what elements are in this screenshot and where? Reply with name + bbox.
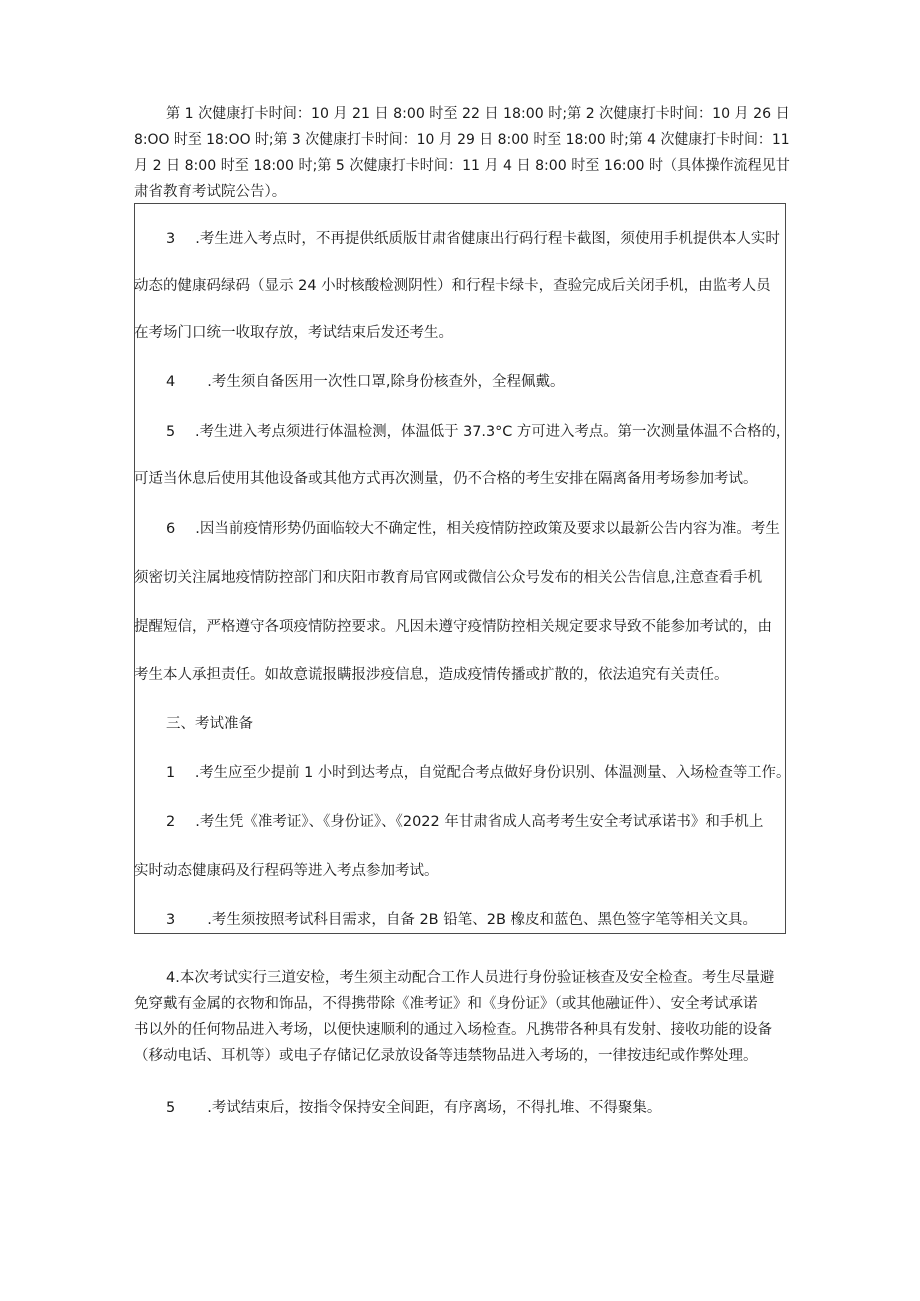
item-number: 1 — [166, 765, 176, 781]
item-text: .考生应至少提前 1 小时到达考点，自觉配合考点做好身份识别、体温测量、入场检查等工作。 — [194, 765, 791, 781]
box-prep-1-line-1 — [166, 762, 790, 784]
box-item-6-line-1 — [166, 518, 780, 540]
item-number: 5 — [166, 1100, 176, 1116]
intro-line-2: 8:OO 时至 18:OO 时;第 3 次健康打卡时间：10 月 29 日 8:00 时至 18:00 时;第 4 次健康打卡时间：11 — [134, 132, 790, 148]
intro-line-3: 月 2 日 8:00 时至 18:00 时;第 5 次健康打卡时间：11 月 4 日 8:00 时至 16:00 时（具体操作流程见甘 — [134, 158, 790, 174]
section-heading-exam-prep: 三、考试准备 — [166, 716, 253, 732]
item-text: .因当前疫情形势仍面临较大不确定性，相关疫情防控政策及要求以最新公告内容为准。考生 — [195, 521, 780, 537]
box-prep-2-line-2: 实时动态健康码及行程码等进入考点参加考试。 — [134, 863, 439, 879]
box-item-3-line-2: 动态的健康码绿码（显示 24 小时核酸检测阴性）和行程卡绿卡，查验完成后关闭手机，由监考人员 — [134, 278, 771, 294]
item-text: .考试结束后，按指令保持安全间距，有序离场，不得扎堆、不得聚集。 — [207, 1100, 662, 1116]
after-item-4-line-4: （移动电话、耳机等）或电子存储记亿录放设备等违禁物品进入考场的，一律按违纪或作弊处理。 — [134, 1048, 758, 1064]
box-item-6-line-3: 提醒短信，严格遵守各项疫情防控要求。凡因未遵守疫情防控相关规定要求导致不能参加考试的，由 — [134, 619, 772, 635]
item-number: 2 — [166, 814, 176, 830]
box-item-3-line-3: 在考场门口统一收取存放，考试结束后发还考生。 — [134, 325, 453, 341]
box-item-5-line-2: 可适当休息后使用其他设备或其他方式再次测量，仍不合格的考生安排在隔离备用考场参加考试。 — [134, 471, 758, 487]
after-item-4-line-2: 免穿戴有金属的衣物和饰品，不得携带除《准考证》和《身份证》（或其他融证件）、安全考试承诺 — [134, 996, 758, 1012]
item-number: 6 — [166, 521, 176, 537]
item-text: .考生进入考点时，不再提供纸质版甘肃省健康出行码行程卡截图，须使用手机提供本人实时 — [195, 231, 780, 247]
item-text: .考生须按照考试科目需求，自备 2B 铅笔、2B 橡皮和蓝色、黑色签字笔等相关文具。 — [207, 912, 758, 928]
box-prep-3-line-1 — [166, 909, 757, 931]
item-number: 3 — [166, 912, 176, 928]
after-item-5-line-1 — [166, 1097, 661, 1119]
item-text: .考生凭《准考证》、《身份证》、《2022 年甘肃省成人高考考生安全考试承诺书》和手机上 — [195, 814, 764, 830]
box-item-5-line-1 — [166, 421, 790, 443]
box-item-6-line-4: 考生本人承担责任。如故意谎报瞒报涉疫信息，造成疫情传播或扩散的，依法追究有关责任。 — [134, 667, 729, 683]
item-text: .考生须自备医用一次性口罩,除身份核查外，全程佩戴。 — [207, 374, 565, 390]
intro-line-1: 第 1 次健康打卡时间：10 月 21 日 8:00 时至 22 日 18:00 时;第 2 次健康打卡时间：10 月 26 日 — [166, 106, 790, 122]
item-number: 4 — [166, 374, 176, 390]
after-item-4-line-1: 4.本次考试实行三道安检，考生须主动配合工作人员进行身份验证核查及安全检查。考生尽量避 — [166, 970, 775, 986]
box-prep-2-line-1 — [166, 811, 763, 833]
after-item-4-line-3: 书以外的任何物品进入考场，以便快速顺利的通过入场检查。凡携带各种具有发射、接收功能的设备 — [134, 1022, 772, 1038]
item-number: 5 — [166, 424, 176, 440]
box-item-4-line-1 — [166, 371, 564, 393]
box-item-3-line-1 — [166, 228, 780, 250]
item-text: .考生进入考点须进行体温检测，体温低于 37.3°C 方可进入考点。第一次测量体温不合格的， — [195, 424, 791, 440]
item-number: 3 — [166, 231, 176, 247]
box-item-6-line-2: 须密切关注属地疫情防控部门和庆阳市教育局官网或微信公众号发布的相关公告信息,注意查看手机 — [134, 570, 763, 586]
intro-line-4: 肃省教育考试院公告）。 — [134, 184, 287, 200]
